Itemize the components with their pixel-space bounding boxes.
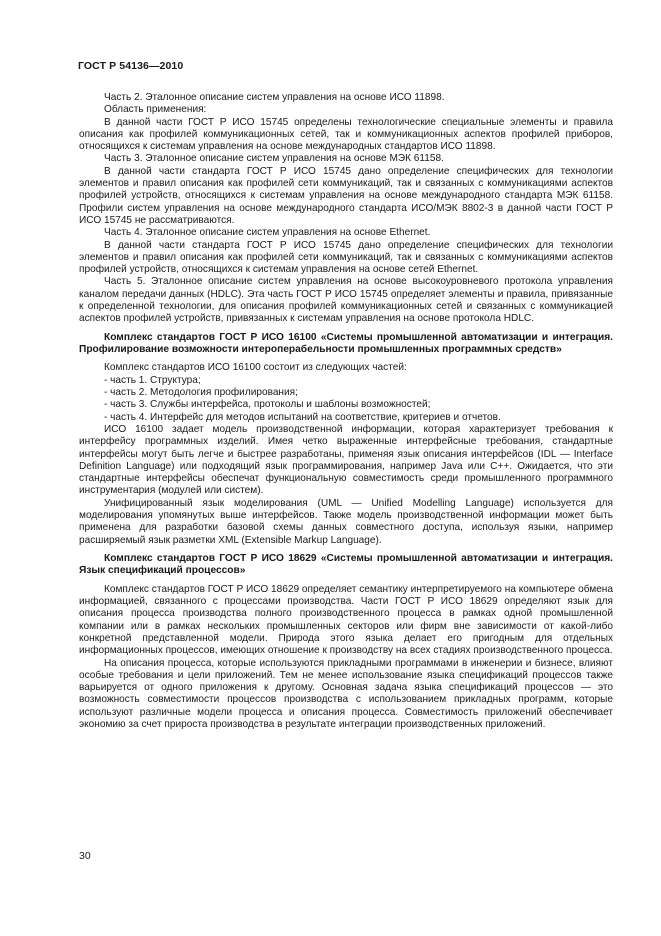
parts-list: [79, 375, 613, 424]
document-body: [79, 92, 613, 731]
list-item: - часть 3. Службы интерфейса, протоколы и шаблоны возможностей;: [104, 399, 431, 411]
page-number: 30: [79, 850, 91, 862]
paragraph: На описания процесса, которые используются прикладными программами в инженерии и бизнесе, влияют особые требования и цели приложений. Тем не менее использование языка спецификаций процессов также варьируется от одного приложения к другому. Основная задача языка спецификаций процессов — это возможность совместимости процессов производства с использованием прикладных программ, которые используют различные модели процесса и описания процесса. Совместимость приложений обеспечивает экономию за счет прироста производства в результате интеграции производственных приложений.: [79, 657, 613, 730]
section-heading: Комплекс стандартов ГОСТ Р ИСО 16100 «Системы промышленной автоматизации и интеграция. Профилирование возможности интероперабельности промышленных программных средств»: [79, 331, 613, 356]
list-item: - часть 2. Методология профилирования;: [104, 387, 298, 399]
section-gost-15745-parts: [79, 92, 613, 326]
paragraph: Часть 3. Эталонное описание систем управления на основе МЭК 61158.: [104, 153, 444, 165]
paragraph: Комплекс стандартов ГОСТ Р ИСО 18629 определяет семантику интерпретируемого на компьютере обмена информацией, связанного с процессами производства. Части ГОСТ Р ИСО 18629 определяют язык для описания процесса производства полного производственного процесса в рамках одной промышленной компании или в рамках нескольких промышленных секторов или фирм вне зависимости от какой-либо конкретной представленной модели. Природа этого языка делает его пригодным для отдельных информационных процессов, имеющих отношение к производству на всех стадиях производственного процесса.: [79, 583, 613, 657]
section-heading: Комплекс стандартов ГОСТ Р ИСО 18629 «Системы промышленной автоматизации и интеграция. Язык спецификаций процессов»: [79, 552, 613, 577]
section-iso-18629: [79, 553, 613, 731]
paragraph: В данной части стандарта ГОСТ Р ИСО 15745 дано определение специфических для технологии элементов и правил описания как профилей сети коммуникаций, так и связанных с коммуникациями аспектов профилей устройств, относящихся к системам управления на основе международного стандарта МЭК 61158. Профили систем управления на основе международного стандарта ИСО/МЭК 8802-3 в данной части ГОСТ Р ИСО 15745 не рассматриваются.: [79, 165, 613, 226]
paragraph: В данной части стандарта ГОСТ Р ИСО 15745 дано определение специфических для технологии элементов и правил описания как профилей сети коммуникаций, так и связанных с коммуникациями аспектов профилей устройств, относящихся к системам управления на основе сетей Ethernet.: [79, 239, 613, 276]
list-item: - часть 1. Структура;: [104, 374, 201, 386]
list-item: - часть 4. Интерфейс для методов испытаний на соответствие, критериев и отчетов.: [104, 411, 501, 423]
section-iso-16100: [79, 332, 613, 547]
paragraph: Комплекс стандартов ИСО 16100 состоит из следующих частей:: [104, 362, 407, 374]
paragraph: В данной части ГОСТ Р ИСО 15745 определены технологические специальные элементы и правила описания как профилей коммуникационных сетей, так и коммуникационных аспектов профилей приборов, относящихся к системам управления на основе международных стандартов ИСО 11898.: [79, 116, 613, 153]
document-header: ГОСТ Р 54136—2010: [78, 60, 184, 72]
paragraph: Унифицированный язык моделирования (UML — Unified Modelling Language) используется для моделирования упомянутых выше интерфейсов. Также модель производственной информации может быть применена для разработки базовой схемы данных совместного доступа, используя языки, например расширяемый язык разметки XML (Extensible Markup Language).: [79, 497, 613, 546]
paragraph: Часть 2. Эталонное описание систем управления на основе ИСО 11898.: [104, 92, 445, 103]
paragraph: ИСО 16100 задает модель производственной информации, которая характеризует требования к интерфейсу программных изделий. Имея четко выраженные интерфейсные требования, стандартные интерфейсы могут быть легче и быстрее разработаны, применяя язык описания интерфейсов (IDL — Interface Definition Language) или подходящий язык программирования, например Java или C++. Ожидается, что эти стандартные интерфейсы обеспечат функциональную совместимость среди промышленного программного инструментария (модулей или систем).: [79, 423, 613, 497]
paragraph: Область применения:: [104, 104, 207, 116]
paragraph: Часть 5. Эталонное описание систем управления на основе высокоуровневого протокола управления каналом передачи данных (HDLC). Эта часть ГОСТ Р ИСО 15745 определяет элементы и правила, привязанные к определенной технологии, для описания профилей коммуникационных сетей и связанных с коммуникацией аспектов профилей устройств, привязанных к системам управления на основе протокола HDLC.: [79, 276, 613, 325]
paragraph: Часть 4. Эталонное описание систем управления на основе Ethernet.: [104, 227, 431, 239]
